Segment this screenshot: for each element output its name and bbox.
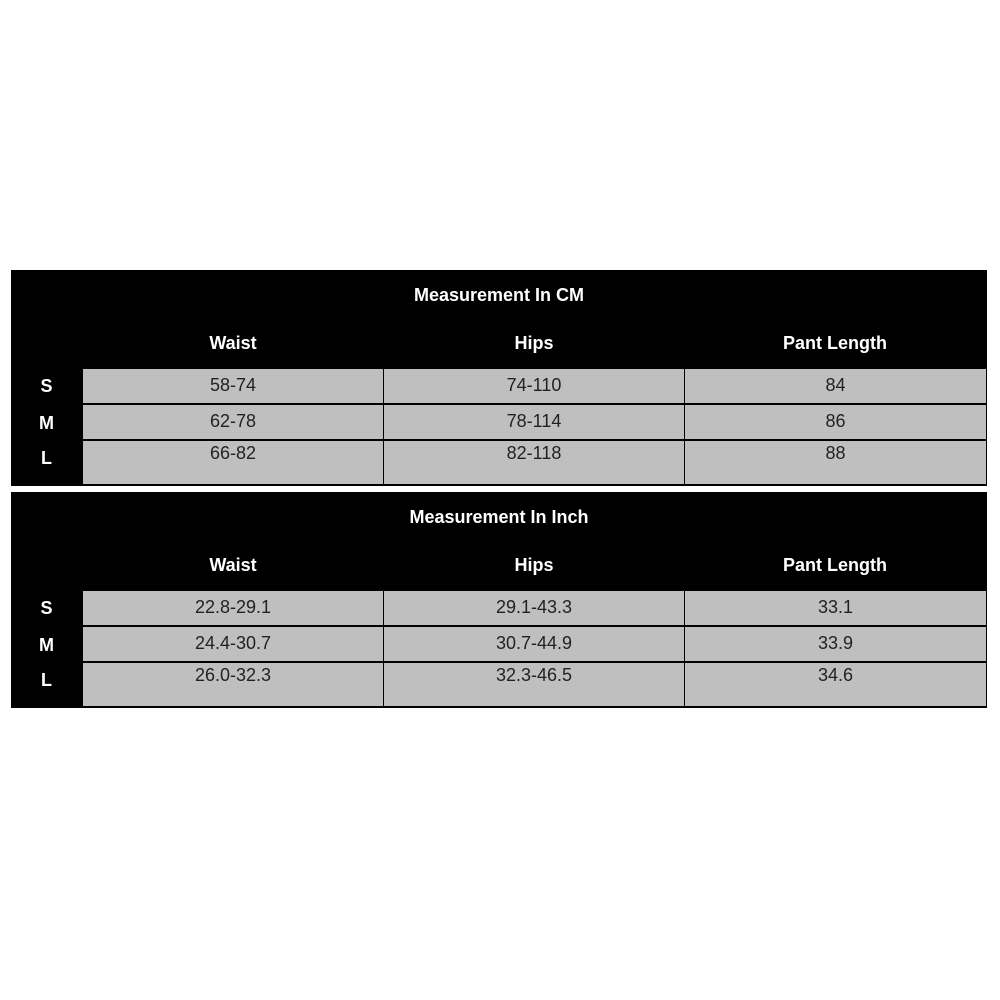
table-cell — [685, 369, 986, 403]
table-cell — [83, 369, 383, 403]
cell-value: 26.0-32.3 — [194, 665, 272, 685]
cell-value: 32.3-46.5 — [495, 665, 573, 685]
cell-value: 62-78 — [209, 411, 257, 431]
row-label-size: S — [40, 598, 53, 618]
cell-value: 82-118 — [506, 443, 562, 463]
row-label-size: M — [39, 413, 54, 433]
column-header-waist: Waist — [209, 333, 257, 353]
table-cell — [83, 663, 383, 706]
table-cell — [384, 627, 684, 661]
cell-value: 78-114 — [506, 411, 562, 431]
table-cell — [83, 405, 383, 439]
column-header-pant-length: Pant Length — [783, 555, 887, 575]
column-header-hips: Hips — [514, 555, 554, 575]
table-title: Measurement In Inch — [409, 507, 589, 527]
row-label-size: S — [40, 376, 53, 396]
row-label-size: L — [41, 670, 52, 690]
cell-value: 84 — [825, 375, 846, 395]
cell-value: 34.6 — [817, 665, 854, 685]
column-header-pant-length: Pant Length — [783, 333, 887, 353]
table-cell — [685, 405, 986, 439]
table-cell — [384, 591, 684, 625]
table-cell — [384, 405, 684, 439]
table-title: Measurement In CM — [413, 285, 585, 305]
column-header-hips: Hips — [514, 333, 554, 353]
cell-value: 66-82 — [209, 443, 257, 463]
cell-value: 30.7-44.9 — [495, 633, 573, 653]
table-cell — [685, 591, 986, 625]
table-cell — [384, 369, 684, 403]
table-cell — [83, 627, 383, 661]
row-label-size: L — [41, 448, 52, 468]
cell-value: 33.9 — [817, 633, 854, 653]
cell-value: 29.1-43.3 — [495, 597, 573, 617]
size-table-inch — [11, 492, 987, 708]
table-cell — [685, 663, 986, 706]
size-table-cm — [11, 270, 987, 486]
table-cell — [685, 441, 986, 484]
column-header-waist: Waist — [209, 555, 257, 575]
row-label-size: M — [39, 635, 54, 655]
cell-value: 58-74 — [209, 375, 257, 395]
cell-value: 74-110 — [506, 375, 562, 395]
cell-value: 22.8-29.1 — [194, 597, 272, 617]
table-grid — [82, 590, 987, 707]
table-cell — [685, 627, 986, 661]
table-cell — [384, 441, 684, 484]
table-cell — [83, 441, 383, 484]
table-cell — [83, 591, 383, 625]
table-cell — [384, 663, 684, 706]
cell-value: 33.1 — [817, 597, 854, 617]
cell-value: 86 — [825, 411, 846, 431]
cell-value: 88 — [825, 443, 846, 463]
table-grid — [82, 368, 987, 485]
cell-value: 24.4-30.7 — [194, 633, 272, 653]
